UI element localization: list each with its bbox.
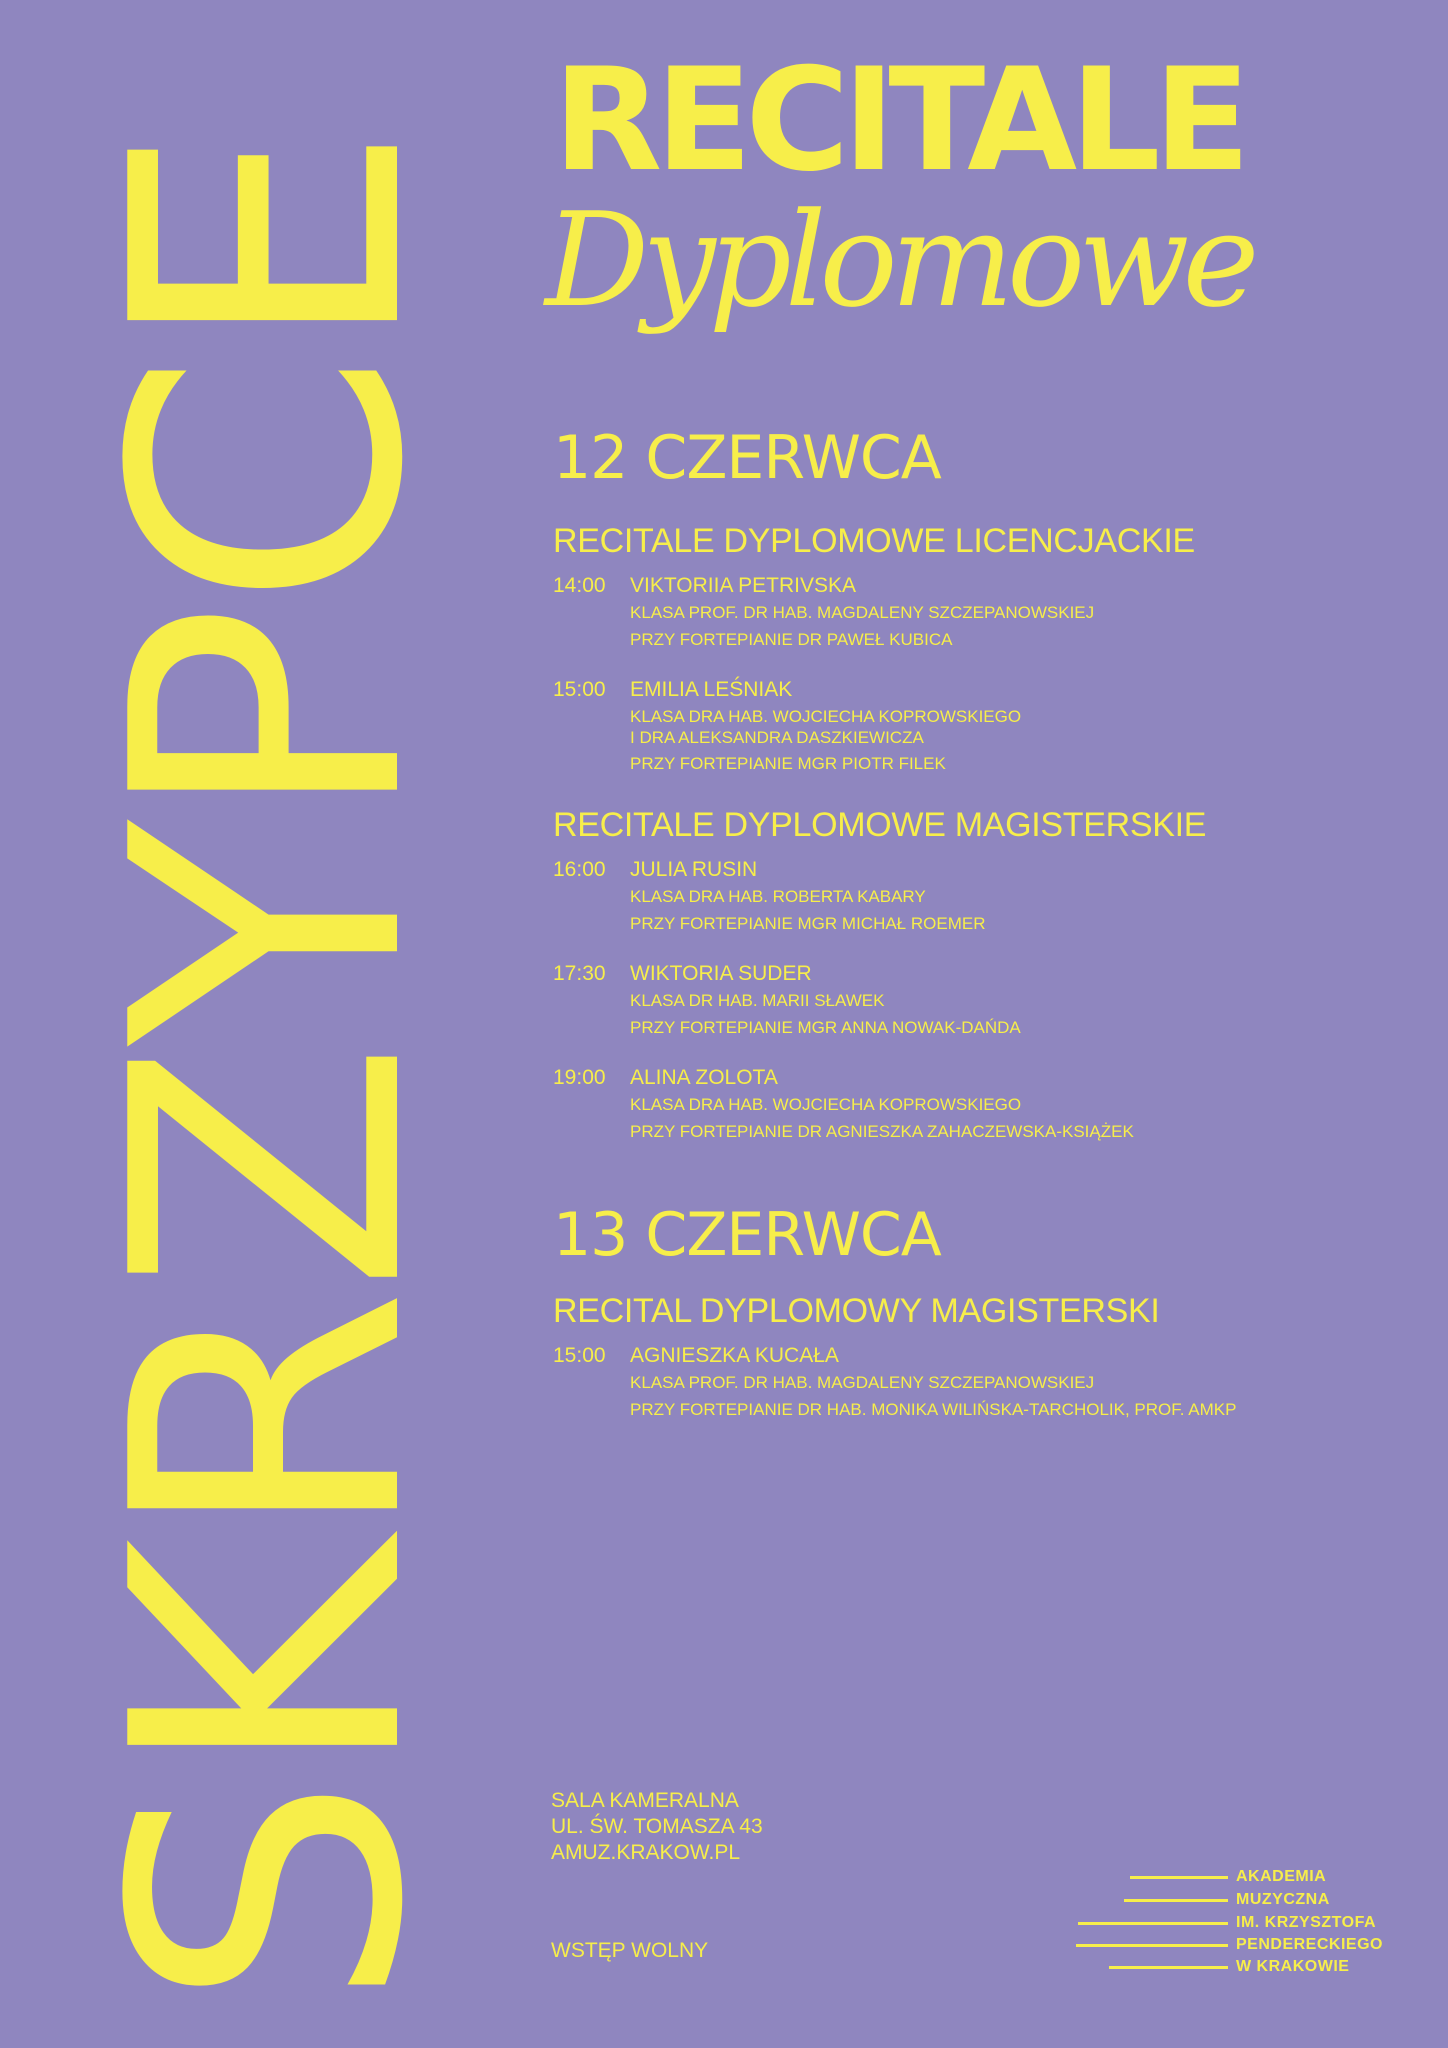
section-heading: RECITAL DYPLOMOWY MAGISTERSKI (553, 1292, 1160, 1330)
accompanist: PRZY FORTEPIANIE MGR MICHAŁ ROEMER (630, 914, 986, 933)
entry-time: 19:00 (553, 1066, 606, 1089)
performer-name: VIKTORIIA PETRIVSKA (630, 574, 857, 597)
entry-time: 17:30 (553, 962, 606, 985)
teacher-class: KLASA PROF. DR HAB. MAGDALENY SZCZEPANOWSKIEJ (630, 603, 1095, 622)
performer-name: AGNIESZKA KUCAŁA (630, 1344, 839, 1367)
vertical-title: SKRZYPCE (55, 128, 485, 2010)
venue-website[interactable]: AMUZ.KRAKOW.PL (551, 1841, 741, 1864)
academy-logo (1075, 1867, 1405, 1977)
teacher-class: I DRA ALEKSANDRA DASZKIEWICZA (630, 728, 924, 747)
teacher-class: KLASA DR HAB. MARII SŁAWEK (630, 991, 885, 1010)
performer-name: JULIA RUSIN (630, 858, 758, 881)
accompanist: PRZY FORTEPIANIE MGR PIOTR FILEK (630, 754, 946, 773)
date-heading: 12 CZERWCA (553, 423, 941, 493)
venue-hall: SALA KAMERALNA (551, 1789, 739, 1812)
accompanist: PRZY FORTEPIANIE DR AGNIESZKA ZAHACZEWSKA-KSIĄŻEK (630, 1122, 1134, 1141)
performer-name: EMILIA LEŚNIAK (630, 678, 793, 701)
section-heading: RECITALE DYPLOMOWE MAGISTERSKIE (553, 806, 1207, 844)
performer-name: ALINA ZOLOTA (630, 1066, 778, 1089)
admission-note: WSTĘP WOLNY (551, 1939, 709, 1962)
logo-text-line: PENDERECKIEGO (1236, 1936, 1383, 1953)
logo-line (1109, 1966, 1228, 1969)
accompanist: PRZY FORTEPIANIE DR PAWEŁ KUBICA (630, 630, 953, 649)
entry-time: 14:00 (553, 574, 606, 597)
logo-line (1130, 1876, 1228, 1879)
venue-address: UL. ŚW. TOMASZA 43 (551, 1815, 763, 1838)
logo-text-line: AKADEMIA (1236, 1868, 1327, 1885)
logo-line (1078, 1922, 1228, 1925)
teacher-class: KLASA DRA HAB. ROBERTA KABARY (630, 887, 926, 906)
entry-time: 15:00 (553, 1344, 606, 1367)
teacher-class: KLASA PROF. DR HAB. MAGDALENY SZCZEPANOWSKIEJ (630, 1373, 1095, 1392)
accompanist: PRZY FORTEPIANIE DR HAB. MONIKA WILIŃSKA-TARCHOLIK, PROF. AMKP (630, 1400, 1237, 1419)
venue-block (551, 1788, 763, 1866)
entry-time: 15:00 (553, 678, 606, 701)
date-heading: 13 CZERWCA (553, 1200, 941, 1270)
teacher-class: KLASA DRA HAB. WOJCIECHA KOPROWSKIEGO (630, 707, 1022, 726)
logo-text-line: IM. KRZYSZTOFA (1236, 1914, 1377, 1931)
accompanist: PRZY FORTEPIANIE MGR ANNA NOWAK-DAŃDA (630, 1018, 1021, 1037)
entry-time: 16:00 (553, 858, 606, 881)
logo-line (1124, 1899, 1228, 1902)
teacher-class: KLASA DRA HAB. WOJCIECHA KOPROWSKIEGO (630, 1095, 1022, 1114)
logo-text-line: MUZYCZNA (1236, 1891, 1330, 1908)
logo-line (1076, 1944, 1228, 1947)
performer-name: WIKTORIA SUDER (630, 962, 812, 985)
title-recitale: RECITALE (553, 38, 1244, 203)
logo-text-line: W KRAKOWIE (1236, 1958, 1350, 1975)
section-heading: RECITALE DYPLOMOWE LICENCJACKIE (553, 522, 1195, 560)
title-dyplomowe: Dyplomowe (545, 184, 1253, 336)
